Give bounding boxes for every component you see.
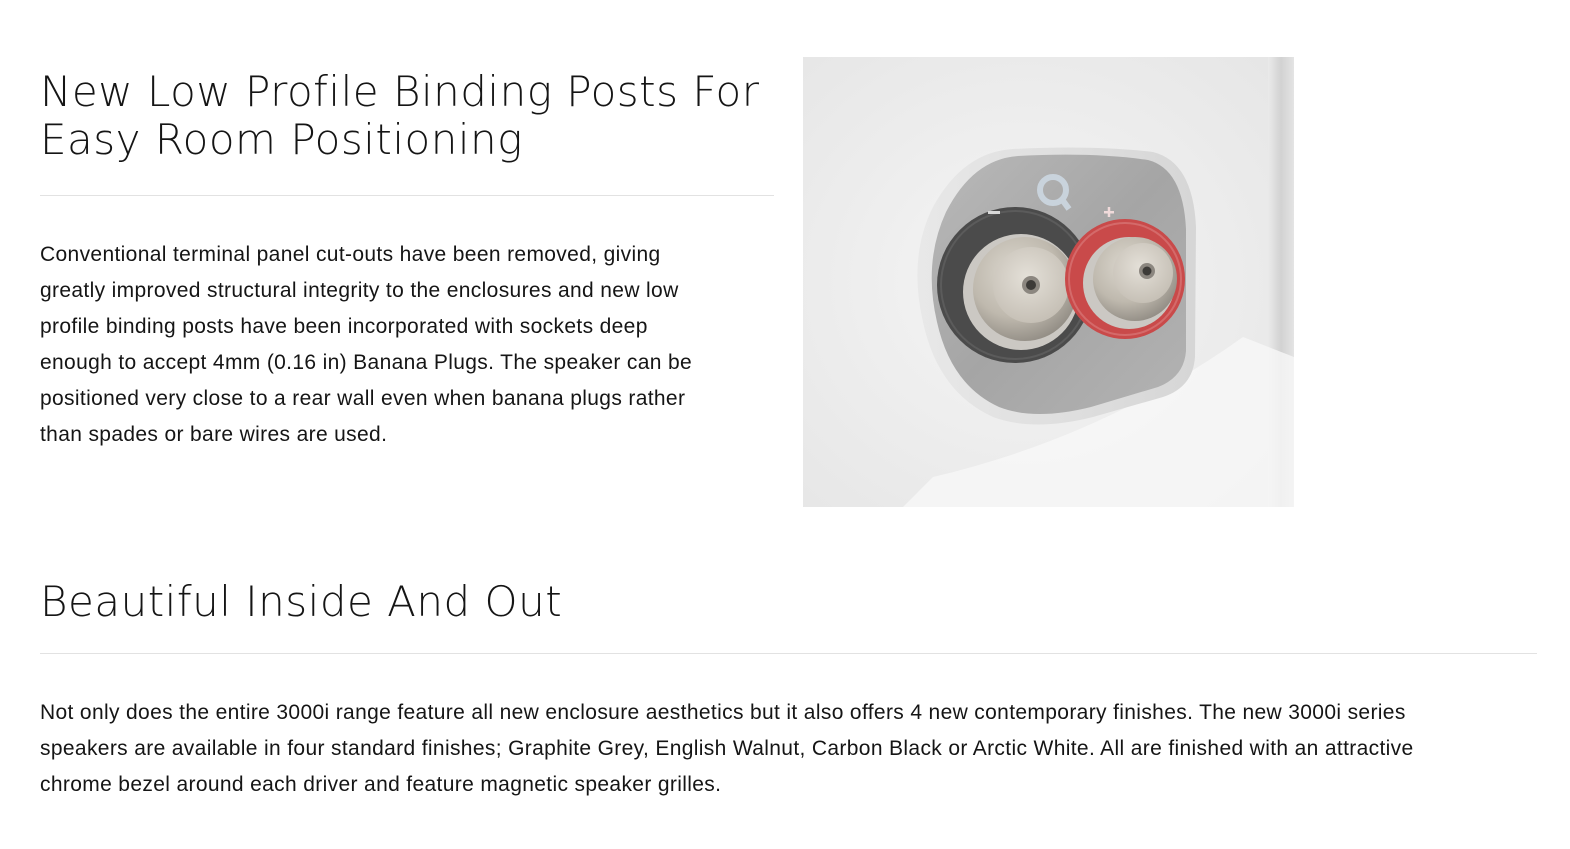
description-line: speakers are available in four standard finishes; Graphite Grey, English Walnut, Carbon Black or Arctic White. All are finished with an attractive: [40, 737, 1414, 760]
finishes-divider: [40, 653, 1537, 654]
binding-posts-heading-line2: Easy Room Positioning: [40, 115, 523, 164]
description-line: greatly improved structural integrity to the enclosures and new low: [40, 279, 679, 302]
finishes-section: [40, 578, 1537, 803]
description-line: positioned very close to a rear wall even when banana plugs rather: [40, 387, 686, 410]
negative-symbol-icon: [988, 211, 1000, 214]
description-line: than spades or bare wires are used.: [40, 423, 388, 446]
positive-socket: [1143, 267, 1152, 276]
finishes-description: [40, 695, 1537, 803]
negative-socket: [1026, 280, 1036, 290]
binding-posts-description: [40, 237, 774, 453]
description-line: Not only does the entire 3000i range feature all new enclosure aesthetics but it also offers 4 new contemporary finishes. The new 3000i series: [40, 701, 1406, 724]
description-line: profile binding posts have been incorporated with sockets deep: [40, 315, 648, 338]
binding-posts-product-image: [803, 57, 1294, 507]
finishes-heading: Beautiful Inside And Out: [40, 577, 563, 626]
binding-posts-divider: [40, 195, 774, 196]
binding-posts-section: [40, 68, 774, 453]
binding-posts-heading: [40, 68, 774, 164]
description-line: enough to accept 4mm (0.16 in) Banana Plugs. The speaker can be: [40, 351, 693, 374]
binding-posts-illustration: [803, 57, 1294, 507]
description-line: chrome bezel around each driver and feature magnetic speaker grilles.: [40, 773, 722, 796]
description-line: Conventional terminal panel cut-outs have been removed, giving: [40, 243, 661, 266]
binding-posts-heading-line1: New Low Profile Binding Posts For: [40, 67, 760, 116]
